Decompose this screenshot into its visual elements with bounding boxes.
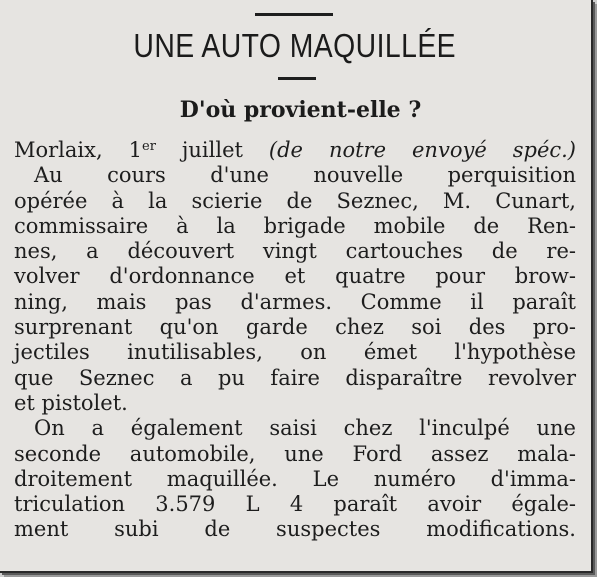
dateline-superscript: er [142, 139, 156, 154]
headline: UNE AUTO MAQUILLÉE [133, 27, 457, 64]
paragraph-line: opérée à la scierie de Seznec, M. Cunart, [14, 188, 576, 213]
article-body [14, 138, 576, 543]
dateline-credit: (de notre envoyé spéc.) [268, 138, 576, 162]
paragraph-line: ment subi de suspectes modifications. [14, 517, 576, 542]
paragraph-line: seconde automobile, une Ford assez mala- [14, 441, 576, 466]
paragraph-line: et pistolet. [14, 390, 128, 415]
paragraph-line: volver d'ordonnance et quatre pour brow- [14, 264, 576, 289]
paragraph-line: surprenant qu'on garde chez soi des pro- [14, 315, 576, 340]
paragraph-line: que Seznec a pu faire disparaître revolver [14, 365, 576, 390]
paragraph-line: Au cours d'une nouvelle perquisition [34, 163, 576, 188]
paragraph-line: commissaire à la brigade mobile de Ren- [14, 213, 576, 238]
paragraph-line: triculation 3.579 L 4 paraît avoir égale- [14, 492, 576, 517]
subheadline: D'où provient-elle ? [179, 97, 422, 123]
paragraph-line: nes, a découvert vingt cartouches de re- [14, 239, 576, 264]
paragraph-line: droitement maquillée. Le numéro d'imma- [14, 466, 576, 491]
dateline-month: juillet [155, 138, 269, 162]
dateline-place: Morlaix, 1 [14, 138, 142, 162]
paragraph-line: On a également saisi chez l'inculpé une [34, 416, 576, 441]
top-rule [255, 13, 333, 16]
paragraph-line: jectiles inutilisables, on émet l'hypothèse [14, 340, 576, 365]
paragraph-line: ning, mais pas d'armes. Comme il paraît [14, 289, 576, 314]
dateline [14, 138, 576, 163]
headline-rule [278, 77, 316, 80]
